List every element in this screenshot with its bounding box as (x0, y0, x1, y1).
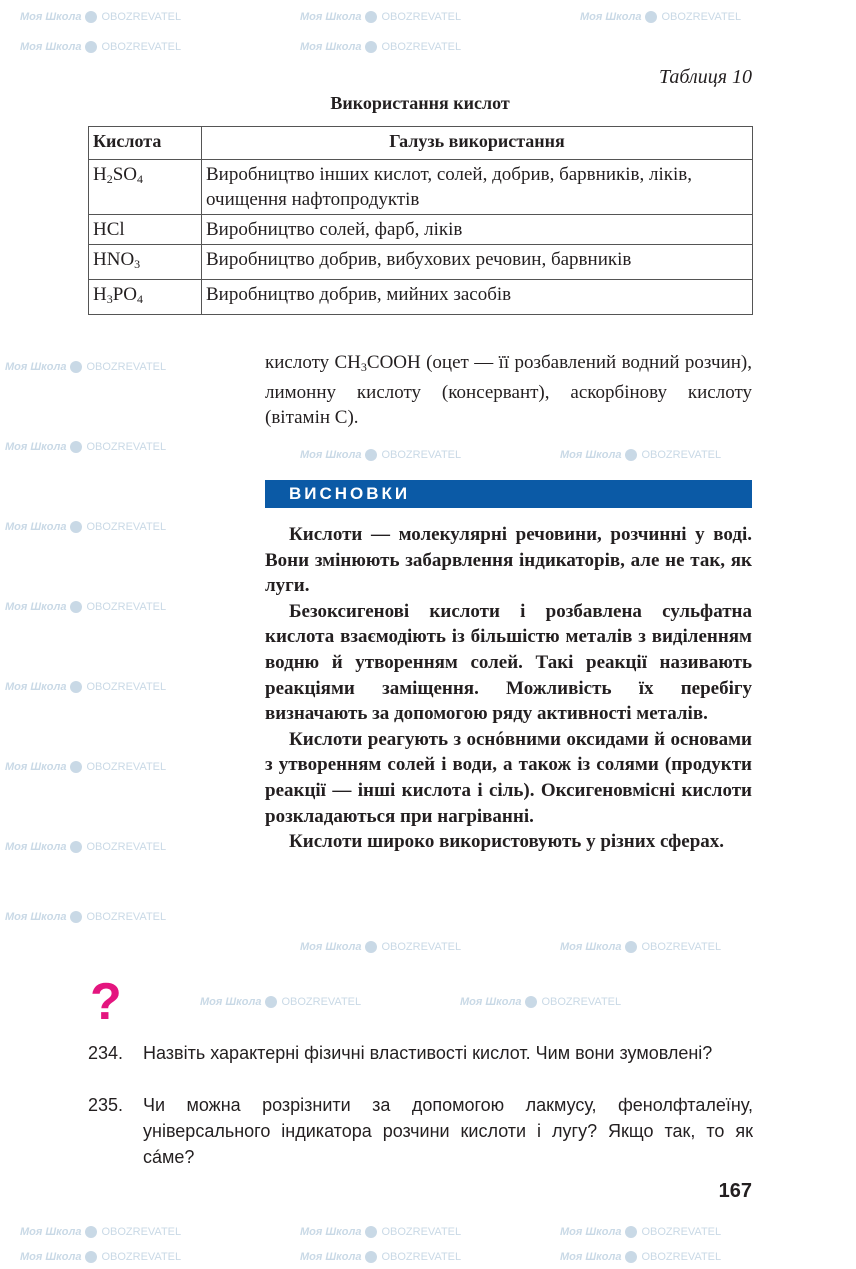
question-text: Чи можна розрізнити за допомогою лакмусу, фенолфталеїну, універсального індикатора розчини кислоти і лугу? Якщо так, то як сáме? (143, 1095, 753, 1167)
watermark-logo-icon (365, 1226, 377, 1238)
watermark: Моя Школа OBOZREVATEL (300, 11, 462, 23)
watermark-logo-icon (365, 941, 377, 953)
watermark: Моя Школа OBOZREVATEL (20, 11, 182, 23)
question-item (88, 1092, 753, 1170)
question-text: Назвіть характерні фізичні властивості кислот. Чим вони зумовлені? (143, 1043, 713, 1063)
conclusion-paragraph: Кислоти широко використовують у різних сферах. (289, 831, 725, 853)
conclusions-heading: ВИСНОВКИ (289, 484, 411, 503)
watermark: Моя Школа OBOZREVATEL (5, 681, 167, 693)
conclusion-paragraph: Кислоти — молекулярні речовини, розчинні у воді. Вони змінюють забарвлення індикаторів, але не так, як луги. (265, 524, 752, 597)
watermark-logo-icon (85, 41, 97, 53)
watermark-logo-icon (70, 441, 82, 453)
acetic-acid-formula: $CH_3COOH$ (334, 352, 421, 374)
table-row (89, 245, 753, 280)
watermark: Моя Школа OBOZREVATEL (300, 449, 462, 461)
header-acid: Кислота (89, 127, 202, 160)
watermark: Моя Школа OBOZREVATEL (5, 441, 167, 453)
watermark: Моя Школа OBOZREVATEL (5, 761, 167, 773)
watermark-logo-icon (70, 601, 82, 613)
watermark-logo-icon (70, 521, 82, 533)
intro-paragraph (265, 350, 752, 430)
acids-usage-table (88, 126, 753, 315)
watermark-logo-icon (70, 681, 82, 693)
watermark: Моя Школа OBOZREVATEL (20, 1226, 182, 1238)
watermark: Моя Школа OBOZREVATEL (560, 1226, 722, 1238)
conclusions-banner (265, 480, 752, 508)
watermark: Моя Школа OBOZREVATEL (560, 941, 722, 953)
watermark: Моя Школа OBOZREVATEL (460, 996, 622, 1008)
watermark: Моя Школа OBOZREVATEL (300, 1251, 462, 1263)
watermark-logo-icon (85, 1251, 97, 1263)
question-number: 234. (88, 1043, 124, 1063)
watermark: Моя Школа OBOZREVATEL (300, 941, 462, 953)
watermark: Моя Школа OBOZREVATEL (560, 449, 722, 461)
watermark: Моя Школа OBOZREVATEL (5, 521, 167, 533)
watermark: Моя Школа OBOZREVATEL (300, 41, 462, 53)
watermark-logo-icon (70, 361, 82, 373)
watermark: Моя Школа OBOZREVATEL (580, 11, 742, 23)
intro-text: кислоту (265, 352, 335, 373)
watermark-logo-icon (645, 11, 657, 23)
acid-cell: $H_3PO_4$ (89, 280, 202, 315)
watermark: Моя Школа OBOZREVATEL (200, 996, 362, 1008)
watermark: Моя Школа OBOZREVATEL (300, 1226, 462, 1238)
table-row (89, 160, 753, 215)
conclusion-paragraph: Кислоти реагують з оснóвними оксидами й основами з утворенням солей і води, а також із солями (продукти реакції — інші кислота і сіль). Оксигеновмісні кислоти розкладаються при нагріванні. (265, 728, 752, 827)
question-number: 235. (88, 1095, 124, 1115)
watermark: Моя Школа OBOZREVATEL (5, 911, 167, 923)
page-number: 167 (718, 1180, 752, 1202)
acid-cell: $H_2SO_4$ (89, 160, 202, 215)
question-item (88, 1040, 753, 1066)
table-header-row (89, 127, 753, 160)
header-usage: Галузь використання (202, 127, 753, 160)
watermark: Моя Школа OBOZREVATEL (560, 1251, 722, 1263)
conclusions-text (265, 522, 752, 855)
watermark-logo-icon (85, 1226, 97, 1238)
watermark: Моя Школа OBOZREVATEL (5, 361, 167, 373)
watermark-logo-icon (365, 1251, 377, 1263)
watermark-logo-icon (625, 1226, 637, 1238)
acid-cell: HCl (89, 215, 202, 245)
usage-cell: Виробництво солей, фарб, ліків (202, 215, 753, 245)
table-label: Таблиця 10 (659, 66, 752, 88)
watermark: Моя Школа OBOZREVATEL (5, 601, 167, 613)
watermark-logo-icon (525, 996, 537, 1008)
watermark-logo-icon (70, 911, 82, 923)
watermark-logo-icon (625, 941, 637, 953)
watermark-logo-icon (625, 449, 637, 461)
watermark-logo-icon (85, 11, 97, 23)
usage-cell: Виробництво добрив, мийних засобів (202, 280, 753, 315)
watermark-logo-icon (265, 996, 277, 1008)
watermark-logo-icon (70, 761, 82, 773)
watermark-logo-icon (70, 841, 82, 853)
watermark-logo-icon (365, 11, 377, 23)
watermark: Моя Школа OBOZREVATEL (20, 41, 182, 53)
intro-text: (оцет — її розбавлений водний розчин), лимонну кислоту (консервант), аскорбінову кислоту (вітамін С). (265, 352, 752, 428)
table-row (89, 280, 753, 315)
usage-cell: Виробництво добрив, вибухових речовин, барвників (202, 245, 753, 280)
table-row (89, 215, 753, 245)
watermark-logo-icon (365, 41, 377, 53)
watermark-logo-icon (365, 449, 377, 461)
acid-cell: $HNO_3$ (89, 245, 202, 280)
watermark: Моя Школа OBOZREVATEL (20, 1251, 182, 1263)
question-mark-icon: ? (90, 973, 122, 1031)
table-title: Використання кислот (330, 93, 510, 113)
usage-cell: Виробництво інших кислот, солей, добрив, барвників, ліків, очищення нафтопродуктів (202, 160, 753, 215)
watermark: Моя Школа OBOZREVATEL (5, 841, 167, 853)
conclusion-paragraph: Безоксигенові кислоти і розбавлена сульфатна кислота взаємодіють із більшістю металів з виділенням водню й утворенням солей. Такі реакції називають реакціями заміщення. Можливість їх перебігу визначають за допомогою ряду активності металів. (265, 600, 752, 725)
watermark-logo-icon (625, 1251, 637, 1263)
